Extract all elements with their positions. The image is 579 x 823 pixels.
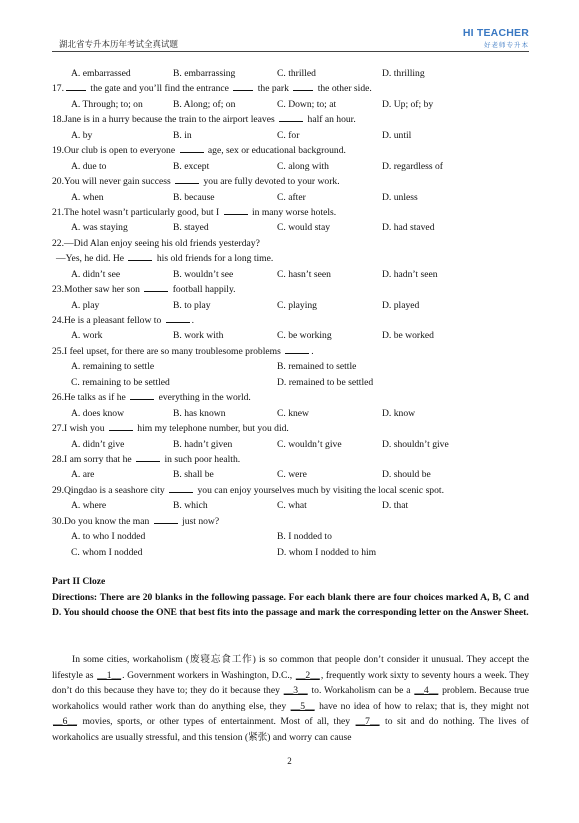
passage-text: problem. Because true workaholics would rather work than do anything else, they (52, 685, 529, 712)
question-stem (52, 514, 529, 529)
question-text (52, 205, 336, 220)
question-stem (52, 452, 529, 467)
answer-option: B. which (173, 500, 208, 512)
answer-option: B. has known (173, 407, 226, 419)
answer-option: A. didn’t give (71, 438, 125, 450)
question-text (52, 344, 314, 359)
question-stem (52, 236, 529, 251)
question-text (52, 282, 236, 297)
question-text (52, 514, 219, 529)
cloze-blank: __1__ (97, 669, 122, 681)
passage-text: In some cities, workaholism (废寝忘食工作) is so common that people don’t consider it unusual. They accept the lifestyle as (52, 654, 529, 681)
cloze-blank: __2__ (295, 669, 320, 681)
answer-option: B. shall be (173, 469, 214, 481)
stem-text: in many worse hotels. (249, 206, 337, 218)
cloze-title: Part II Cloze (52, 576, 106, 587)
question-stem (52, 282, 529, 297)
answer-option: C. along with (277, 160, 329, 172)
question-number: 18. (52, 114, 64, 126)
stem-text: I feel upset, for there are so many troublesome problems (64, 345, 284, 357)
answer-option: C. were (277, 469, 307, 481)
answer-option: D. regardless of (382, 160, 444, 172)
answer-blank (136, 452, 160, 462)
question-text (52, 112, 356, 127)
question-stem (52, 313, 529, 328)
answer-blank (169, 483, 193, 493)
stem-text: football happily. (170, 284, 236, 296)
options-row (52, 190, 529, 205)
answer-option: B. in (173, 129, 192, 141)
answer-option: A. by (71, 129, 93, 141)
stem-text: the gate and you’ll find the entrance (88, 83, 232, 95)
question-text (52, 174, 340, 189)
answer-blank (233, 81, 253, 91)
question-text (52, 452, 240, 467)
stem-text: in such poor health. (162, 453, 241, 465)
question-stem (52, 81, 529, 96)
question-number: 30. (52, 515, 64, 527)
stem-text: just now? (179, 515, 220, 527)
question-text (52, 236, 260, 251)
options-row (52, 406, 529, 421)
stem-text: I wish you (64, 423, 107, 435)
passage-text: to. Workaholism can be a (308, 685, 414, 697)
answer-option: A. was staying (71, 222, 128, 234)
answer-option: D. that (382, 500, 409, 512)
passage-text: . Government workers in Washington, D.C., (122, 669, 295, 681)
cloze-blank: __6__ (53, 716, 77, 728)
answer-blank (128, 251, 152, 261)
question-text (52, 483, 444, 498)
answer-option: A. remaining to settle (71, 361, 155, 373)
stem-text: you can enjoy yourselves much by visiting the local scenic spot. (195, 484, 444, 496)
stem-text: He is a pleasant fellow to (64, 315, 164, 326)
question-number: 22. (52, 237, 64, 249)
stem-text: him my telephone number, but you did. (134, 423, 289, 435)
question-text (52, 390, 251, 405)
question-stem (52, 421, 529, 436)
answer-option: B. Along; of; on (173, 98, 236, 110)
answer-option: B. wouldn’t see (173, 268, 234, 280)
cloze-blank: __5__ (290, 700, 315, 712)
brand-logo (463, 27, 529, 49)
answer-option: A. are (71, 469, 95, 481)
answer-option: A. play (71, 299, 100, 311)
answer-option: C. knew (277, 407, 309, 419)
stem-text: —Did Alan enjoy seeing his old friends yesterday? (64, 237, 260, 249)
answer-option: D. played (382, 299, 420, 311)
stem-text: the park (255, 83, 292, 95)
questions-section (52, 66, 529, 560)
answer-blank (279, 112, 303, 122)
answer-option: D. hadn’t seen (382, 268, 438, 280)
question-stem (52, 251, 529, 266)
question-stem (52, 143, 529, 158)
stem-text: The hotel wasn’t particularly good, but I (64, 206, 222, 218)
stem-text: He talks as if he (64, 392, 129, 404)
answer-option: C. be working (277, 330, 332, 342)
stem-text: . (191, 315, 195, 326)
options-row (52, 529, 529, 544)
options-row (52, 128, 529, 143)
stem-text: half an hour. (305, 114, 356, 126)
answer-option: D. be worked (382, 330, 434, 342)
logo-main-text: HI TEACHER (462, 27, 529, 39)
answer-option: D. shouldn’t give (382, 438, 449, 450)
answer-option: D. thrilling (382, 68, 425, 79)
answer-option: D. had staved (382, 222, 435, 234)
question-number: 26. (52, 392, 64, 404)
cloze-blank: __7__ (355, 716, 380, 728)
stem-text: everything in the world. (156, 392, 251, 404)
options-row (52, 298, 529, 313)
options-row (52, 97, 529, 112)
question-number: 24. (52, 315, 64, 326)
stem-text: Qingdao is a seashore city (64, 484, 168, 496)
cloze-blank: __4__ (414, 685, 439, 697)
answer-blank (66, 81, 86, 91)
answer-blank (154, 514, 178, 524)
answer-blank (109, 421, 133, 431)
answer-option: C. what (277, 500, 307, 512)
answer-option: A. work (71, 330, 103, 342)
question-text (56, 251, 273, 266)
question-stem (52, 344, 529, 359)
stem-text: —Yes, he did. He (56, 253, 127, 265)
answer-option: A. to who I nodded (71, 531, 146, 543)
answer-blank (166, 313, 190, 323)
answer-option: C. hasn’t seen (277, 268, 331, 280)
answer-option: C. remaining to be settled (71, 376, 170, 388)
options-row (52, 328, 529, 343)
passage-text: to sit and do nothing. The lives of workaholics are usually stressful, and this tension (紧张) and worry can cause (52, 716, 529, 743)
stem-text: you are fully devoted to your work. (201, 176, 340, 188)
answer-blank (130, 390, 154, 400)
answer-option: D. unless (382, 191, 418, 203)
answer-option: B. remained to settle (277, 361, 357, 373)
answer-option: C. after (277, 191, 306, 203)
stem-text: Our club is open to everyone (64, 145, 178, 157)
answer-option: D. remained to be settled (277, 376, 374, 388)
passage-text: have no idea of how to relax; that is, they might not (315, 700, 529, 712)
stem-text: his old friends for a long time. (154, 253, 274, 265)
passage-text: , frequently work sixty to seventy hours a week. They don’t do this because they have to; they do it because they (52, 669, 530, 697)
question-stem (52, 174, 529, 189)
question-number: 23. (52, 284, 64, 296)
answer-option: C. wouldn’t give (277, 438, 342, 450)
options-row (52, 159, 529, 174)
header-divider (52, 51, 529, 52)
question-number: 17. (52, 83, 64, 95)
question-number: 19. (52, 145, 64, 157)
options-row (52, 220, 529, 235)
options-row (52, 359, 529, 374)
answer-option: A. embarrassed (71, 68, 131, 79)
answer-option: A. does know (71, 407, 125, 419)
cloze-passage (52, 652, 529, 746)
stem-text: Jane is in a hurry because the train to the airport leaves (64, 114, 278, 126)
answer-option: B. embarrassing (173, 68, 236, 79)
answer-option: D. should be (382, 469, 431, 481)
answer-blank (144, 282, 168, 292)
answer-option: B. work with (173, 330, 224, 342)
options-row (52, 498, 529, 513)
question-text (52, 143, 346, 158)
question-number: 25. (52, 345, 64, 357)
options-row (52, 545, 529, 560)
options-row (52, 437, 529, 452)
passage-text: movies, sports, or other types of entertainment. Most of all, they (77, 716, 355, 728)
answer-option: D. until (382, 129, 412, 141)
options-row (52, 267, 529, 282)
answer-blank (293, 81, 313, 91)
question-number: 27. (52, 423, 64, 435)
answer-blank (175, 174, 199, 184)
answer-blank (224, 205, 248, 215)
answer-option: B. stayed (173, 222, 209, 234)
answer-option: B. to play (173, 299, 211, 311)
answer-option: B. except (173, 160, 210, 172)
answer-option: C. thrilled (277, 68, 316, 79)
header-title: 湖北省专升本历年考试全真试题 (59, 40, 179, 50)
answer-option: C. playing (277, 299, 317, 311)
question-stem (52, 205, 529, 220)
options-row (52, 66, 529, 81)
options-row (52, 375, 529, 390)
answer-option: A. where (71, 500, 107, 512)
answer-option: B. because (173, 191, 215, 203)
question-text (52, 313, 194, 328)
question-number: 20. (52, 176, 64, 188)
answer-option: C. for (277, 129, 300, 141)
page-number: 2 (287, 756, 292, 766)
answer-option: D. whom I nodded to him (277, 546, 377, 558)
answer-option: C. whom I nodded (71, 546, 143, 558)
question-stem (52, 483, 529, 498)
options-row (52, 467, 529, 482)
answer-option: A. Through; to; on (71, 98, 143, 110)
answer-option: C. Down; to; at (277, 98, 337, 110)
stem-text: I am sorry that he (64, 453, 135, 465)
answer-option: A. due to (71, 160, 107, 172)
answer-option: B. I nodded to (277, 531, 332, 543)
stem-text: . (311, 345, 314, 357)
answer-option: D. know (382, 407, 416, 419)
answer-option: D. Up; of; by (382, 98, 434, 110)
stem-text: the other side. (315, 83, 372, 95)
answer-blank (180, 143, 204, 153)
answer-option: A. didn’t see (71, 268, 121, 280)
stem-text: Do you know the man (64, 515, 152, 527)
answer-blank (285, 344, 309, 354)
cloze-blank: __3__ (283, 685, 308, 697)
question-text (52, 421, 289, 436)
stem-text: Mother saw her son (64, 284, 143, 296)
question-number: 28. (52, 453, 64, 465)
question-text (52, 81, 372, 96)
question-stem (52, 390, 529, 405)
answer-option: B. hadn’t given (173, 438, 233, 450)
cloze-directions: Directions: There are 20 blanks in the following passage. For each blank there are four choices marked A, B, C and D. You should choose the ONE that best fits into the passage and mark the corresponding letter on the Answer Sheet. (52, 592, 529, 619)
logo-sub-text: 好老师专升本 (484, 41, 529, 49)
question-number: 29. (52, 484, 64, 496)
answer-option: C. would stay (277, 222, 331, 234)
question-stem (52, 112, 529, 127)
question-number: 21. (52, 206, 64, 218)
answer-option: A. when (71, 191, 104, 203)
stem-text: age, sex or educational background. (205, 145, 346, 157)
stem-text: You will never gain success (64, 176, 174, 188)
